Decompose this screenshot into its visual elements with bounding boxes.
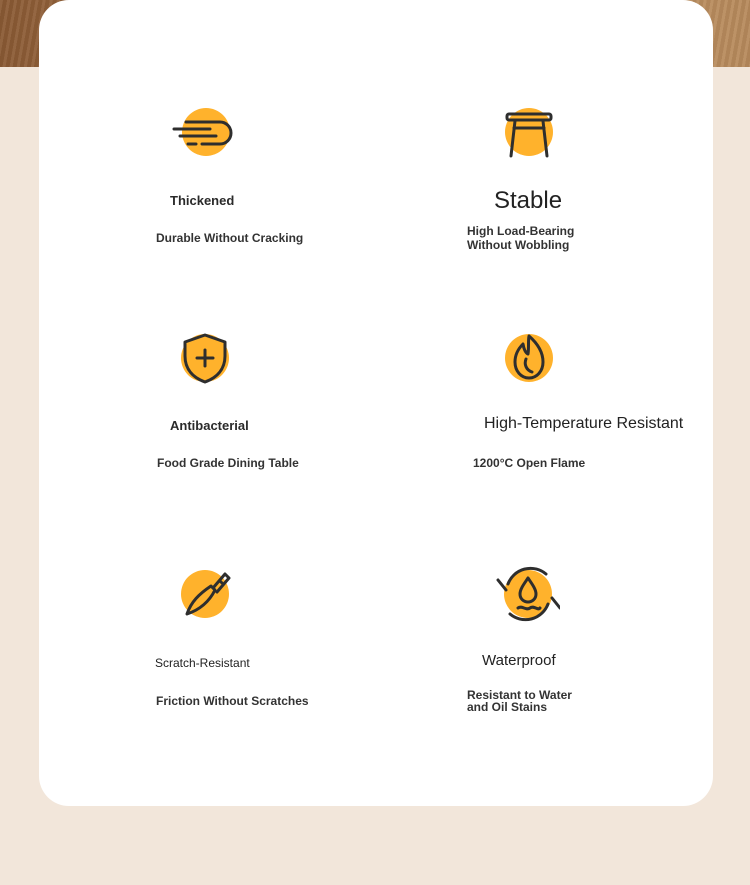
feature-title-high-temperature: High-Temperature Resistant (484, 415, 684, 432)
water-drop-icon (496, 562, 560, 626)
feature-title-stable: Stable (494, 187, 563, 214)
feature-desc-waterproof: Resistant to Water and Oil Stains (467, 688, 572, 714)
speed-lines-icon (172, 100, 236, 164)
feature-title-scratch-resistant: Scratch-Resistant (155, 656, 250, 670)
feature-desc-thickened: Durable Without Cracking (156, 231, 304, 245)
feature-desc-scratch-resistant: Friction Without Scratches (156, 694, 309, 708)
feature-desc-antibacterial: Food Grade Dining Table (157, 456, 299, 470)
feature-title-antibacterial: Antibacterial (170, 418, 249, 433)
flame-icon (497, 326, 561, 390)
feature-title-waterproof: Waterproof (482, 652, 556, 669)
features-card (39, 0, 713, 806)
knife-icon (173, 562, 237, 626)
shield-plus-icon (173, 326, 237, 390)
feature-title-thickened: Thickened (170, 193, 235, 208)
feature-desc-stable: High Load-Bearing Without Wobbling (467, 224, 575, 252)
feature-desc-high-temperature: 1200°C Open Flame (473, 456, 586, 470)
stool-icon (497, 100, 561, 164)
